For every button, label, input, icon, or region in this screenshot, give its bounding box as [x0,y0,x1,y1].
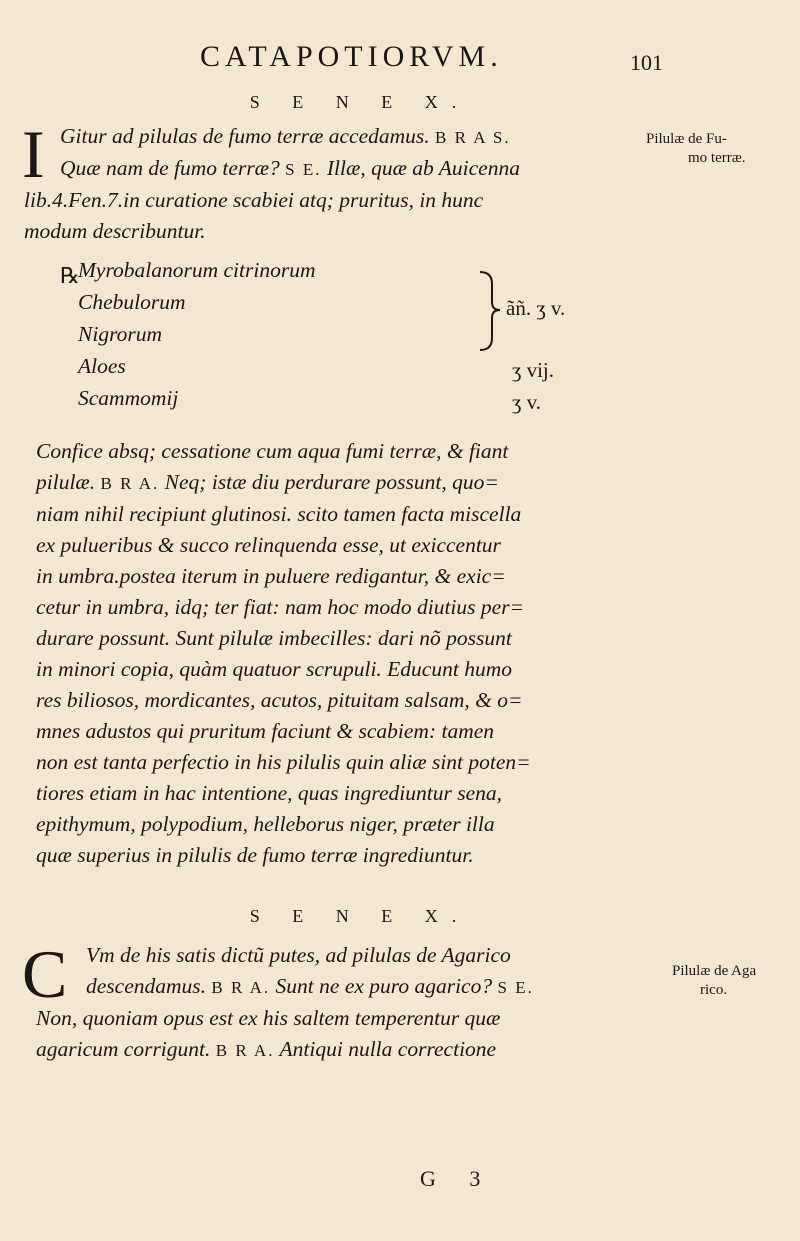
text-line: lib.4.Fen.7.in curatione scabiei atq; pruritus, in hunc [24,188,484,212]
text-line: modum describuntur. [24,219,206,243]
paragraph-agarico [36,940,656,1066]
text-line: mnes adustos qui pruritum faciunt & scabiem: tamen [36,719,495,743]
ingredient-quantity: ãñ. ʒ v. [506,296,566,320]
text-line: Quæ nam de fumo terræ? S E. Illæ, quæ ab Auicenna [60,156,520,180]
recipe [60,258,660,418]
paragraph-body [36,436,656,871]
ingredient-name: Scammomij [78,386,179,410]
running-title: CATAPOTIORVM. [200,40,503,73]
ingredient-name: Aloes [78,354,126,378]
text-line: quæ superius in pilulis de fumo terræ ingrediuntur. [36,843,474,867]
text-line: descendamus. B R A. Sunt ne ex puro agarico? S E. [86,974,534,998]
ingredient-quantity: ʒ vij. [512,358,554,382]
text-line: non est tanta perfectio in his pilulis quin aliæ sint poten= [36,750,531,774]
text-line: epithymum, polypodium, helleborus niger, præter illa [36,812,495,836]
margin-note-fumo: Pilulæ de Fu- mo terræ. [646,131,746,166]
text-line: res biliosos, mordicantes, acutos, pituitam salsam, & o= [36,688,523,712]
ingredient-name: Chebulorum [78,290,186,314]
text-line: cetur in umbra, idq; ter fiat: nam hoc modo diutius per= [36,595,525,619]
text-line: Non, quoniam opus est ex his saltem temperentur quæ [36,1006,501,1030]
text-line: in umbra.postea iterum in puluere redigantur, & exic= [36,564,506,588]
page-header [0,40,800,90]
ingredient-name: Nigrorum [78,322,163,346]
paragraph-intro [22,116,644,247]
text-line: Vm de his satis dictũ putes, ad pilulas de Agarico [86,943,511,967]
signature-mark: G 3 [420,1166,495,1191]
page-number: 101 [630,50,663,75]
text-line: in minori copia, quàm quatuor scrupuli. Educunt humo [36,657,512,681]
text-line: durare possunt. Sunt pilulæ imbecilles: dari nõ possunt [36,626,512,650]
speaker-heading: S E N E X. [249,906,471,926]
recipe-symbol: ℞ [60,264,80,289]
speaker-heading: S E N E X. [249,92,471,112]
text-line: agaricum corrigunt. B R A. Antiqui nulla correctione [36,1037,497,1061]
text-line: ex pulueribus & succo relinquenda esse, ut exiccentur [36,533,501,557]
text-line: Confice absq; cessatione cum aqua fumi terræ, & fiant [36,439,509,463]
text-line: tiores etiam in hac intentione, quas ingrediuntur sena, [36,781,502,805]
brace-icon [478,270,502,352]
text-line: niam nihil recipiunt glutinosi. scito tamen facta miscella [36,502,522,526]
margin-note-agarico: Pilulæ de Aga rico. [672,963,757,998]
drop-cap: I [22,116,45,192]
ingredient-quantity: ʒ v. [512,390,541,414]
ingredient-name: Myrobalanorum citrinorum [78,258,316,282]
text-line: Gitur ad pilulas de fumo terræ accedamus. B R A S. [60,124,511,148]
text-line: pilulæ. B R A. Neq; istæ diu perdurare possunt, quo= [36,470,499,494]
drop-cap: C [22,936,68,1012]
